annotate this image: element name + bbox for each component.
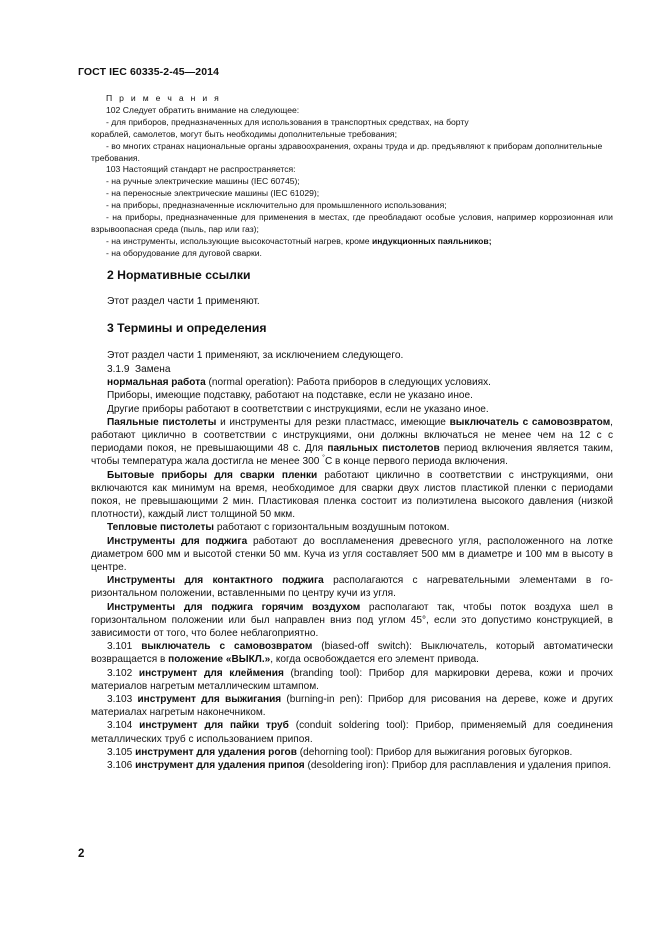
- definition-text: (normal operation): Работа приборов в следующих условиях.: [205, 377, 491, 389]
- degree-sign: °: [322, 455, 325, 463]
- document-header: ГОСТ IEC 60335-2-45—2014: [78, 66, 220, 78]
- term: Инструменты для поджига горячим воздухом: [107, 601, 361, 613]
- note-line: [91, 236, 613, 248]
- note-103: 103 Настоящий стандарт не распространяется:: [106, 164, 296, 175]
- term: выключатель с самовозвратом: [449, 416, 611, 428]
- note-line: - во многих странах национальные органы здравоохранения, охраны труда и др. предъявляют к приборам дополнительные требования.: [91, 140, 603, 163]
- paragraph: [91, 535, 613, 575]
- definition-normal-operation: [91, 376, 613, 389]
- term: нормальная работа: [107, 377, 206, 389]
- definition-3-106: [91, 759, 613, 772]
- clause-text: Замена: [135, 364, 171, 375]
- text: (dehorning tool): Прибор для выжигания роговых бугорков.: [296, 746, 573, 758]
- definition-3-101: [91, 640, 613, 666]
- note-line: - для приборов, предназначенных для использования в транспортных средствах, на борту: [106, 116, 469, 127]
- term: инструмент для пайки труб: [139, 720, 289, 732]
- term: инструмент для удаления рогов: [135, 746, 297, 758]
- clause-number: 3.103: [107, 694, 138, 706]
- section-2-text: Этот раздел части 1 применяют.: [107, 296, 260, 307]
- paragraph: Другие приборы работают в соответствии с инструкциями, если не указано иное.: [107, 403, 489, 415]
- text: располагаются с нагревательными элементами в горизонтальном положении, вставленными по центру кучи из угля.: [91, 575, 614, 600]
- term: инструмент для выжигания: [137, 694, 282, 706]
- note-text: - на инструменты, использующие высокочастотный нагрев, кроме: [106, 235, 372, 246]
- term: Паяльные пистолеты: [107, 416, 217, 428]
- section-3-body: [91, 363, 613, 772]
- clause-number: 3.102: [107, 667, 139, 679]
- definition-3-105: [91, 746, 613, 759]
- paragraph: [91, 601, 613, 641]
- text: (burning-in pen): Прибор для рисования на дереве, коже и других материалах нагретым наконечником.: [91, 694, 613, 719]
- text: работают циклично в соответствии с инструкциями, они включаются как минимум на время, необходимое для сварки двух листов пластикой пленки с периодами покоя, не превышающими 2 мин. Пластиковая пленка состоит из полиэтилена высокого давления (низкой плотности), каждый лист толщиной 50 мкм.: [91, 469, 613, 521]
- term: положение «ВЫКЛ.»: [168, 654, 271, 666]
- paragraph: [91, 416, 613, 469]
- text: располагают так, чтобы поток воздуха шел в горизонтальном положении или был направлен вниз под углом 45°, если это допустимо конструкцией, в зависимости от того, что более неблагоприятно.: [91, 601, 613, 640]
- text: , работают циклично в соответствии с инструкциями, они должны включаться не менее чем на 12 с с периодами покоя, не превышающими 48 с. Для: [91, 416, 613, 455]
- text: период включения является таким, чтобы температура жала достигла не менее 300: [91, 443, 613, 468]
- term: Тепловые пистолеты: [107, 522, 215, 534]
- section-3-heading: 3 Термины и определения: [107, 321, 267, 335]
- note-line: - на приборы, предназначенные для применения в местах, где преобладают особые условия, например коррозионная или взрывоопасная среда (пыль, пар или газ);: [91, 212, 613, 234]
- notes-block: [91, 93, 613, 260]
- page-number: 2: [78, 848, 85, 860]
- clause-number: 3.1.9: [107, 364, 130, 375]
- notes-title: П р и м е ч а н и я: [106, 93, 222, 103]
- clause-number: 3.105: [107, 746, 136, 758]
- text: (branding tool): Прибор для маркировки дерева, кожи и прочих материалов нагретым металлическим штампом.: [91, 667, 613, 692]
- definition-3-104: [91, 719, 613, 745]
- note-line: - на приборы, предназначенные исключительно для промышленного использования;: [106, 200, 447, 211]
- term: паяльных пистолетов: [327, 443, 440, 455]
- paragraph: [91, 469, 613, 522]
- clause-number: 3.104: [107, 720, 140, 732]
- text: (biased-off switch): Выключатель, который автоматически возвращается в: [91, 641, 613, 666]
- term: инструмент для клеймения: [138, 667, 284, 679]
- term: Бытовые приборы для сварки пленки: [107, 469, 318, 481]
- paragraph: Приборы, имеющие подставку, работают на подставке, если не указано иное.: [107, 390, 473, 402]
- clause-3-1-9: [91, 363, 613, 376]
- definition-3-103: [91, 693, 613, 719]
- text: (conduit soldering tool): Прибор, применяемый для соединения металлических труб с использованием припоя.: [91, 720, 613, 745]
- note-line: - на оборудование для дуговой сварки.: [106, 247, 262, 258]
- note-line: - на переносные электрические машины (IEC 61029);: [106, 188, 320, 199]
- note-emphasis: индукционных паяльников;: [371, 235, 492, 246]
- text: (desoldering iron): Прибор для расплавления и удаления припоя.: [304, 760, 612, 772]
- note-line: кораблей, самолетов, могут быть необходимы дополнительные требования;: [91, 128, 397, 139]
- definition-3-102: [91, 667, 613, 693]
- text: работают с горизонтальным воздушным потоком.: [214, 522, 450, 534]
- section-2-heading: 2 Нормативные ссылки: [107, 268, 251, 282]
- paragraph: [91, 521, 613, 534]
- term: выключатель с самовозвратом: [141, 641, 313, 653]
- note-102: 102 Следует обратить внимание на следующее:: [106, 104, 300, 115]
- term: инструмент для удаления припоя: [135, 760, 305, 772]
- text: работают до воспламенения древесного угля, расположенного на лотке диаметром 600 мм и высотой стенки 50 мм. Куча из угля составляет 500 мм в диаметре и 100 мм в высоту в центре.: [91, 535, 613, 574]
- clause-number: 3.101: [107, 641, 142, 653]
- note-line: - на ручные электрические машины (IEC 60745);: [106, 176, 300, 187]
- text: С в конце первого периода включения.: [324, 456, 508, 468]
- term: Инструменты для поджига: [107, 535, 248, 547]
- text: и инструменты для резки пластмасс, имеющие: [216, 416, 450, 428]
- clause-number: 3.106: [107, 760, 136, 772]
- section-3-text: Этот раздел части 1 применяют, за исключением следующего.: [107, 350, 404, 361]
- term: Инструменты для контактного поджига: [107, 575, 324, 587]
- paragraph: [91, 574, 613, 600]
- text: , когда освобождается его элемент привода.: [270, 654, 479, 666]
